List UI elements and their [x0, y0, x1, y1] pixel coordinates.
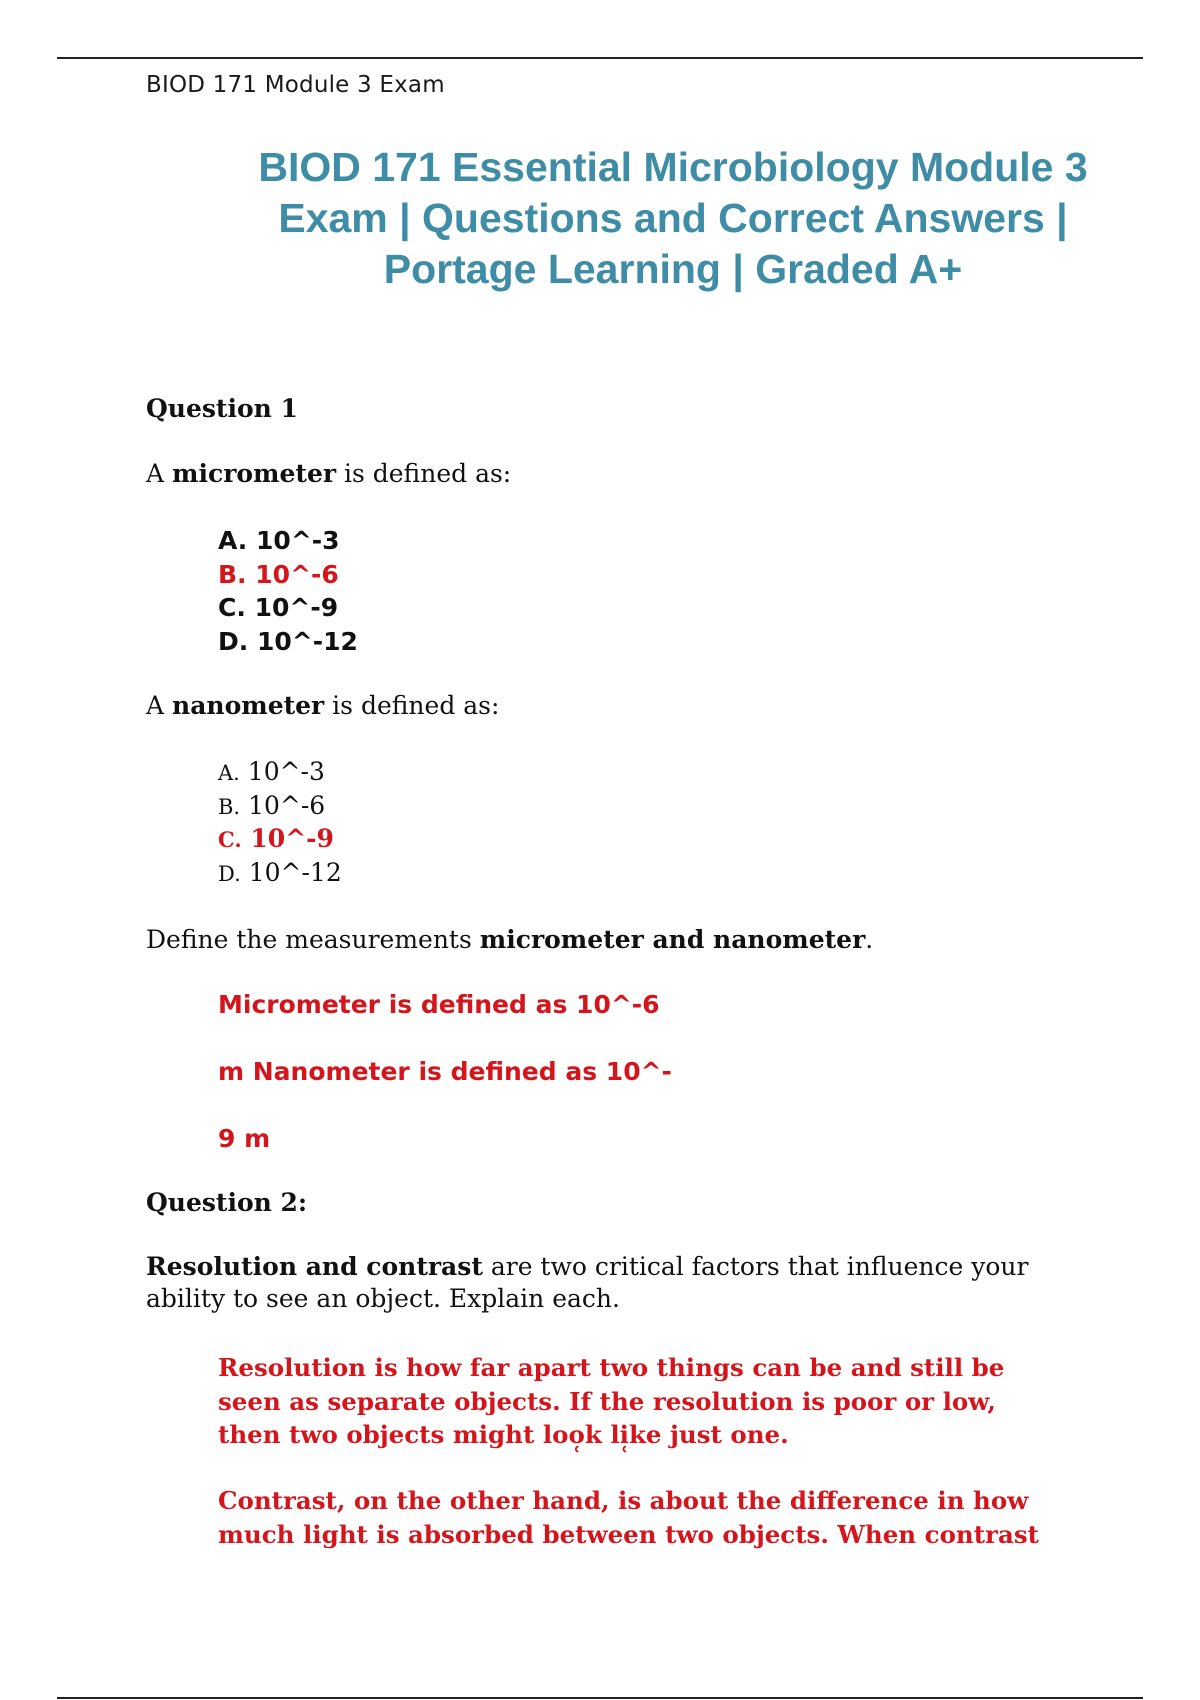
question-2-heading: Question 2: [146, 1188, 308, 1217]
option-b-correct [218, 558, 358, 592]
option-text: 10^-12 [256, 626, 358, 656]
option-letter: D. [218, 626, 249, 656]
question-1a-options [218, 524, 358, 658]
prompt-term: micrometer and nanometer [479, 925, 866, 954]
option-d [218, 856, 342, 890]
answer-resolution [218, 1351, 1004, 1452]
prompt-prefix: A [146, 459, 173, 488]
option-letter: B. [218, 794, 241, 819]
answer-line: Resolution is how far apart two things can be and still be [218, 1353, 1005, 1382]
option-letter: B. [218, 559, 247, 589]
prompt-suffix: . [865, 925, 874, 954]
document-title [146, 142, 1200, 295]
question-2-prompt [146, 1251, 1028, 1315]
prompt-prefix: A [146, 691, 173, 720]
answer-line-1: Micrometer is defined as 10^-6 [218, 990, 660, 1019]
option-text: 10^-3 [256, 526, 340, 555]
option-text: 10^-12 [248, 857, 342, 887]
question-1b-prompt [146, 690, 499, 722]
answer-line: much light is absorbed between two objects. When contrast [218, 1519, 1039, 1549]
answer-line: then two objects might loo̜k li̜ke just one. [218, 1420, 789, 1449]
option-a [218, 524, 358, 558]
title-line-3: Portage Learning | Graded A+ [383, 246, 963, 292]
prompt-term: Resolution and contrast [146, 1252, 483, 1281]
question-1c-prompt [146, 924, 873, 956]
option-c-correct [218, 822, 342, 856]
prompt-line-1 [146, 1251, 1028, 1283]
question-1-heading: Question 1 [146, 394, 298, 423]
prompt-term: micrometer [172, 459, 337, 488]
option-d [218, 625, 358, 659]
answer-line-3: 9 m [218, 1124, 271, 1153]
top-rule [57, 57, 1143, 59]
answer-line-2: m Nanometer is defined as 10^- [218, 1057, 672, 1086]
prompt-line-2: ability to see an object. Explain each. [146, 1284, 620, 1313]
answer-line: seen as separate objects. If the resolution is poor or low, [218, 1386, 996, 1416]
prompt-suffix: is defined as: [324, 691, 500, 720]
option-b [218, 789, 342, 823]
prompt-term: nanometer [172, 691, 325, 720]
option-text: 10^-6 [255, 559, 339, 589]
option-letter: C. [218, 593, 246, 623]
option-text: 10^-6 [248, 790, 326, 820]
option-letter: A. [218, 526, 248, 555]
question-1a-prompt [146, 458, 511, 490]
option-text: 10^-9 [250, 824, 334, 854]
prompt-rest: are two critical factors that influence your [482, 1252, 1029, 1281]
running-header: BIOD 171 Module 3 Exam [146, 72, 445, 98]
title-line-2: Exam | Questions and Correct Answers | [278, 195, 1068, 241]
option-text: 10^-3 [247, 757, 325, 786]
answer-contrast [218, 1484, 1039, 1551]
option-letter: A. [218, 761, 240, 785]
option-text: 10^-9 [254, 593, 339, 623]
answer-line: Contrast, on the other hand, is about the difference in how [218, 1486, 1029, 1515]
option-letter: C. [218, 827, 242, 853]
bottom-rule [57, 1697, 1143, 1699]
prompt-prefix: Define the measurements [146, 925, 480, 954]
option-a [218, 755, 342, 789]
option-c [218, 591, 358, 625]
question-1b-options [218, 755, 342, 889]
option-letter: D. [218, 861, 241, 886]
prompt-suffix: is defined as: [336, 459, 512, 488]
title-line-1: BIOD 171 Essential Microbiology Module 3 [258, 144, 1088, 190]
